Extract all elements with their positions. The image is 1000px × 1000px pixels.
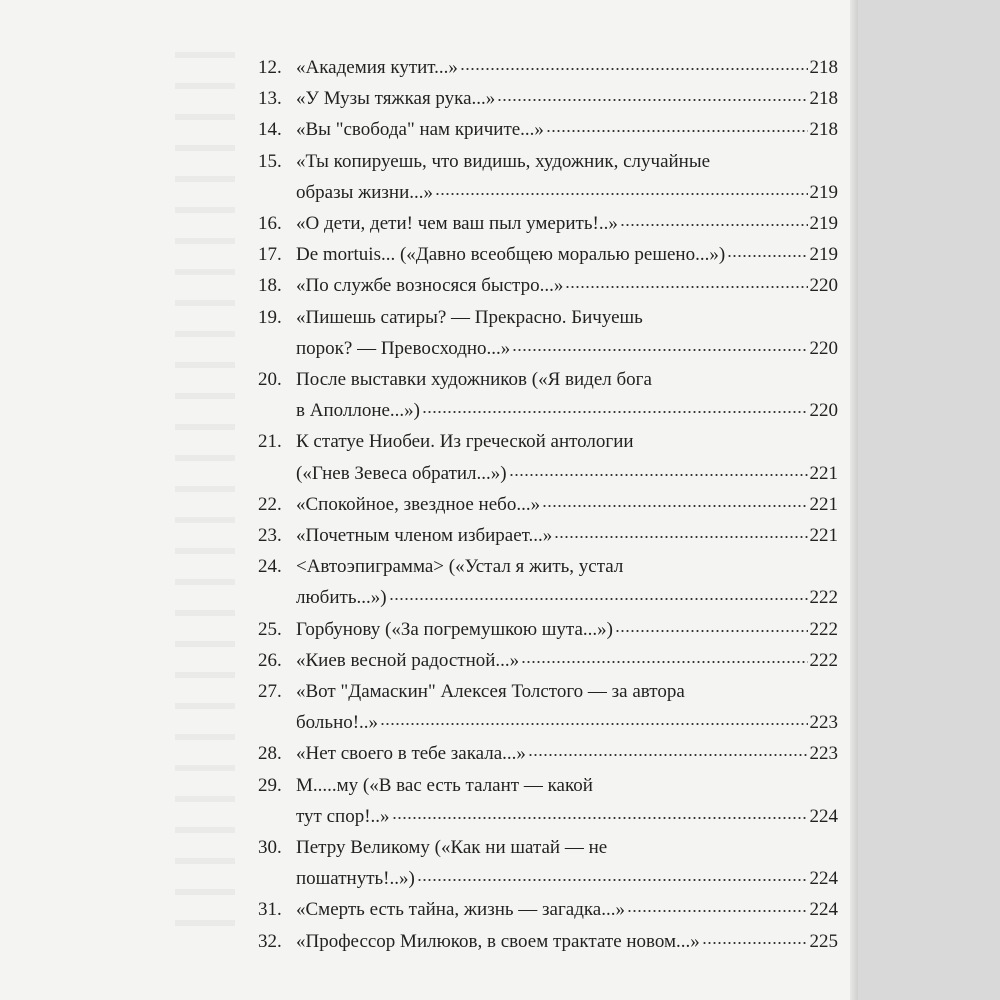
toc-entry-number: 22. <box>258 493 282 515</box>
toc-entry-body <box>296 489 838 520</box>
toc-entry-body <box>296 270 838 301</box>
toc-entry-number: 13. <box>258 88 282 110</box>
toc-entry-number: 18. <box>258 275 282 297</box>
toc-entry-title: «Академия кутит...» <box>296 57 458 78</box>
dot-leader <box>546 116 808 135</box>
toc-entry-body <box>296 83 838 114</box>
toc-entry-line <box>296 364 838 395</box>
toc-entry-line <box>296 239 838 270</box>
dot-leader <box>702 928 808 947</box>
toc-entry-title: «Вот "Дамаскин" Алексея Толстого — за автора <box>296 681 685 703</box>
toc-entry-line <box>296 270 838 301</box>
toc-entry-line <box>296 333 838 364</box>
dot-leader <box>435 179 807 198</box>
dot-leader <box>417 865 808 884</box>
toc-entry-body <box>296 770 838 832</box>
dot-leader <box>521 647 807 666</box>
toc-page-number: 223 <box>809 712 838 734</box>
toc-entry-line <box>296 177 838 208</box>
dot-leader <box>512 335 807 354</box>
page-edge <box>850 0 858 1000</box>
toc-entry-line <box>296 770 838 801</box>
toc-entry-body <box>296 614 838 645</box>
toc-entry-title: «Смерть есть тайна, жизнь — загадка...» <box>296 899 625 921</box>
toc-entry-title: «Нет своего в тебе закала...» <box>296 743 526 765</box>
toc-page-number: 218 <box>809 57 838 78</box>
toc-entry-line <box>296 645 838 676</box>
toc-entry <box>258 738 838 769</box>
toc-entry <box>258 146 838 208</box>
toc-entry-body <box>296 208 838 239</box>
toc-entry-number: 24. <box>258 556 282 578</box>
dot-leader <box>392 803 808 822</box>
dot-leader <box>565 272 807 291</box>
toc-page-number: 219 <box>809 181 838 203</box>
toc-entry-body <box>296 52 838 83</box>
toc-entry-body <box>296 146 838 208</box>
toc-entry-title: («Гнев Зевеса обратил...») <box>296 462 507 484</box>
toc-entry-line <box>296 489 838 520</box>
toc-entry-title: Петру Великому («Как ни шатай — не <box>296 837 608 859</box>
toc-entry <box>258 676 838 738</box>
toc-page-number: 219 <box>809 213 838 235</box>
table-of-contents <box>258 52 838 957</box>
toc-entry-number: 32. <box>258 930 282 952</box>
toc-entry <box>258 926 838 957</box>
toc-entry-title: «Вы "свобода" нам кричите...» <box>296 119 544 141</box>
toc-entry-title: <Автоэпиграмма> («Устал я жить, устал <box>296 556 624 578</box>
toc-entry-title: «Почетным членом избирает...» <box>296 525 553 547</box>
toc-entry-body <box>296 426 838 488</box>
toc-entry-number: 20. <box>258 369 282 391</box>
toc-entry-title: De mortuis... («Давно всеобщею моралью решено...») <box>296 244 726 266</box>
toc-entry-body <box>296 364 838 426</box>
toc-entry-title: больно!..» <box>296 712 379 734</box>
toc-entry-number: 31. <box>258 899 282 921</box>
toc-entry-line <box>296 458 838 489</box>
toc-page-number: 221 <box>809 525 838 547</box>
toc-entry-number: 30. <box>258 837 282 859</box>
toc-entry-title: «Ты копируешь, что видишь, художник, случайные <box>296 150 711 172</box>
toc-entry <box>258 83 838 114</box>
toc-page-number: 221 <box>809 462 838 484</box>
toc-entry-line <box>296 832 838 863</box>
toc-entry-number: 16. <box>258 213 282 235</box>
dot-leader <box>497 85 807 104</box>
toc-entry <box>258 520 838 551</box>
toc-page-number: 219 <box>809 244 838 266</box>
toc-entry-number: 21. <box>258 431 282 453</box>
dot-leader <box>509 460 808 479</box>
toc-page-number: 220 <box>809 275 838 297</box>
toc-entry <box>258 832 838 894</box>
toc-page-number: 222 <box>809 649 838 671</box>
toc-page-number: 224 <box>809 805 838 827</box>
toc-entry-body <box>296 738 838 769</box>
toc-page-number: 220 <box>809 337 838 359</box>
toc-page-number: 218 <box>809 88 838 110</box>
toc-entry-title: «У Музы тяжкая рука...» <box>296 88 496 110</box>
dot-leader <box>460 54 808 73</box>
toc-entry-line <box>296 302 838 333</box>
toc-entry <box>258 208 838 239</box>
toc-entry <box>258 551 838 613</box>
toc-entry-line <box>296 208 838 239</box>
toc-entry <box>258 239 838 270</box>
toc-entry <box>258 52 838 83</box>
dot-leader <box>627 896 808 915</box>
toc-entry <box>258 489 838 520</box>
toc-entry <box>258 894 838 925</box>
toc-entry-line <box>296 926 838 957</box>
toc-entry-number: 14. <box>258 119 282 141</box>
toc-entry-line <box>296 614 838 645</box>
toc-entry-line <box>296 426 838 457</box>
toc-entry-title: образы жизни...» <box>296 181 434 203</box>
toc-page-number: 225 <box>809 930 838 952</box>
toc-entry-title: «Пишешь сатиры? — Прекрасно. Бичуешь <box>296 306 643 328</box>
toc-entry <box>258 364 838 426</box>
toc-page-number: 224 <box>809 899 838 921</box>
dot-leader <box>554 522 807 541</box>
toc-entry-number: 15. <box>258 150 282 172</box>
toc-entry-number: 26. <box>258 649 282 671</box>
toc-entry-line <box>296 582 838 613</box>
dot-leader <box>615 616 808 635</box>
dot-leader <box>380 709 807 728</box>
toc-entry-line <box>296 894 838 925</box>
toc-entry-body <box>296 926 838 957</box>
toc-entry-title: в Аполлоне...») <box>296 400 421 422</box>
toc-entry-body <box>296 520 838 551</box>
toc-entry-number: 28. <box>258 743 282 765</box>
toc-entry-body <box>296 239 838 270</box>
toc-entry-line <box>296 520 838 551</box>
toc-entry-line <box>296 395 838 426</box>
toc-entry-body <box>296 894 838 925</box>
dot-leader <box>389 584 808 603</box>
toc-entry-line <box>296 863 838 894</box>
toc-entry-title: любить...») <box>296 587 387 609</box>
toc-entry-body <box>296 302 838 364</box>
toc-page-number: 223 <box>809 743 838 765</box>
toc-page-number: 221 <box>809 493 838 515</box>
toc-entry-line <box>296 114 838 145</box>
toc-entry-title: пошатнуть!..») <box>296 868 415 890</box>
toc-entry-line <box>296 707 838 738</box>
toc-entry-body <box>296 676 838 738</box>
toc-entry-number: 25. <box>258 618 282 640</box>
toc-entry-line <box>296 801 838 832</box>
toc-entry-title: порок? — Превосходно...» <box>296 337 511 359</box>
toc-page-number: 220 <box>809 400 838 422</box>
toc-entry <box>258 270 838 301</box>
toc-entry-title: «О дети, дети! чем ваш пыл умерить!..» <box>296 213 618 235</box>
toc-entry-line <box>296 738 838 769</box>
toc-entry-title: Горбунову («За погремушкою шута...») <box>296 618 613 640</box>
bleed-through-text <box>175 40 235 940</box>
toc-entry-line <box>296 52 838 83</box>
toc-entry-title: «Профессор Милюков, в своем трактате новом...» <box>296 930 700 952</box>
toc-entry-line <box>296 146 838 177</box>
toc-entry-body <box>296 114 838 145</box>
toc-entry-body <box>296 551 838 613</box>
toc-entry-number: 12. <box>258 57 282 78</box>
toc-entry <box>258 614 838 645</box>
toc-entry-title: «По службе возносяся быстро...» <box>296 275 564 297</box>
toc-page-number: 218 <box>809 119 838 141</box>
toc-entry-number: 17. <box>258 244 282 266</box>
toc-entry-title: М.....му («В вас есть талант — какой <box>296 774 593 796</box>
toc-entry <box>258 645 838 676</box>
toc-entry-title: «Киев весной радостной...» <box>296 649 520 671</box>
toc-entry-line <box>296 83 838 114</box>
toc-page-number: 222 <box>809 618 838 640</box>
dot-leader <box>528 740 808 759</box>
toc-entry-title: «Спокойное, звездное небо...» <box>296 493 541 515</box>
toc-entry-title: тут спор!..» <box>296 805 390 827</box>
toc-entry <box>258 426 838 488</box>
toc-entry-number: 27. <box>258 681 282 703</box>
dot-leader <box>727 241 807 260</box>
toc-entry <box>258 114 838 145</box>
toc-entry-line <box>296 551 838 582</box>
toc-entry-title: После выставки художников («Я видел бога <box>296 369 652 391</box>
toc-page-number: 222 <box>809 587 838 609</box>
toc-entry-number: 19. <box>258 306 282 328</box>
toc-entry-line <box>296 676 838 707</box>
dot-leader <box>542 491 807 510</box>
toc-entry-body <box>296 645 838 676</box>
dot-leader <box>422 397 807 416</box>
toc-page-number: 224 <box>809 868 838 890</box>
toc-entry <box>258 302 838 364</box>
toc-entry-number: 23. <box>258 525 282 547</box>
toc-entry-body <box>296 832 838 894</box>
toc-entry-number: 29. <box>258 774 282 796</box>
dot-leader <box>620 210 808 229</box>
toc-entry <box>258 770 838 832</box>
toc-entry-title: К статуе Ниобеи. Из греческой антологии <box>296 431 634 453</box>
